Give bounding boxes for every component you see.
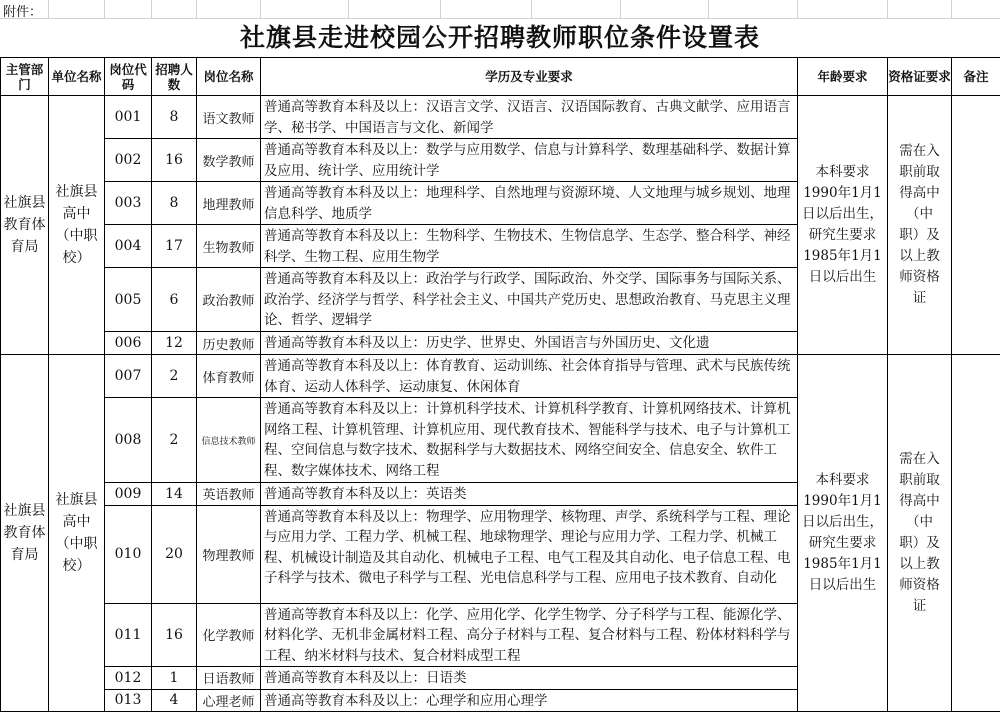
count-cell: 16	[152, 603, 197, 667]
position-cell: 数学教师	[197, 139, 261, 182]
position-cell: 地理教师	[197, 182, 261, 225]
code-cell: 002	[105, 139, 152, 182]
position-cell: 化学教师	[197, 603, 261, 667]
header-unit: 单位名称	[49, 58, 105, 96]
count-cell: 4	[152, 689, 197, 712]
age-cell: 本科要求1990年1月1日以后出生，研究生要求1985年1月1日以后出生	[798, 96, 888, 355]
requirement-cell: 普通高等教育本科及以上：体育教育、运动训练、社会体育指导与管理、武术与民族传统体育、运动人体科学、运动康复、休闲体育	[261, 355, 798, 398]
count-cell: 2	[152, 355, 197, 398]
cert-cell: 需在入职前取得高中（中职）及以上教师资格证	[888, 355, 952, 712]
code-cell: 005	[105, 268, 152, 332]
count-cell: 6	[152, 268, 197, 332]
count-cell: 8	[152, 96, 197, 139]
code-cell: 009	[105, 483, 152, 506]
count-cell: 20	[152, 505, 197, 603]
header-dept: 主管部门	[1, 58, 49, 96]
requirement-cell: 普通高等教育本科及以上：汉语言文学、汉语言、汉语国际教育、古典文献学、应用语言学、秘书学、中国语言与文化、新闻学	[261, 96, 798, 139]
header-count: 招聘人数	[152, 58, 197, 96]
header-note: 备注	[952, 58, 1000, 96]
code-cell: 008	[105, 398, 152, 483]
position-cell: 心理老师	[197, 689, 261, 712]
requirement-cell: 普通高等教育本科及以上：心理学和应用心理学	[261, 689, 798, 712]
position-table	[0, 57, 1000, 712]
count-cell: 8	[152, 182, 197, 225]
requirement-cell: 普通高等教育本科及以上：历史学、世界史、外国语言与外国历史、文化遗	[261, 332, 798, 355]
requirement-cell: 普通高等教育本科及以上：英语类	[261, 483, 798, 506]
page-title: 社旗县走进校园公开招聘教师职位条件设置表	[239, 23, 760, 52]
requirement-cell: 普通高等教育本科及以上：日语类	[261, 667, 798, 690]
table-row	[1, 355, 1000, 398]
position-cell: 信息技术教师	[197, 398, 261, 483]
count-cell: 16	[152, 139, 197, 182]
unit-cell: 社旗县高中（中职校）	[49, 96, 105, 355]
requirement-cell: 普通高等教育本科及以上：计算机科学技术、计算机科学教育、计算机网络技术、计算机网络工程、计算机管理、计算机应用、现代教育技术、智能科学与技术、电子与计算机工程、空间信息与数字技术、数据科学与大数据技术、网络空间安全、信息安全、软件工程、数字媒体技术、网络工程	[261, 398, 798, 483]
count-cell: 17	[152, 225, 197, 268]
header-age: 年龄要求	[798, 58, 888, 96]
position-cell: 日语教师	[197, 667, 261, 690]
count-cell: 1	[152, 667, 197, 690]
requirement-cell: 普通高等教育本科及以上：生物科学、生物技术、生物信息学、生态学、整合科学、神经科学、生物工程、应用生物学	[261, 225, 798, 268]
header-requirements: 学历及专业要求	[261, 58, 798, 96]
position-cell: 体育教师	[197, 355, 261, 398]
position-cell: 历史教师	[197, 332, 261, 355]
code-cell: 006	[105, 332, 152, 355]
count-cell: 12	[152, 332, 197, 355]
code-cell: 010	[105, 505, 152, 603]
header-code: 岗位代码	[105, 58, 152, 96]
position-cell: 政治教师	[197, 268, 261, 332]
requirement-cell: 普通高等教育本科及以上：地理科学、自然地理与资源环境、人文地理与城乡规划、地理信息科学、地质学	[261, 182, 798, 225]
header-position: 岗位名称	[197, 58, 261, 96]
count-cell: 2	[152, 398, 197, 483]
table-row	[1, 96, 1000, 139]
position-cell: 语文教师	[197, 96, 261, 139]
count-cell: 14	[152, 483, 197, 506]
code-cell: 003	[105, 182, 152, 225]
header-cert: 资格证要求	[888, 58, 952, 96]
code-cell: 013	[105, 689, 152, 712]
position-cell: 生物教师	[197, 225, 261, 268]
attachment-label: 附件：	[3, 5, 43, 20]
requirement-cell: 普通高等教育本科及以上：政治学与行政学、国际政治、外交学、国际事务与国际关系、政治学、经济学与哲学、科学社会主义、中国共产党历史、思想政治教育、马克思主义理论、哲学、逻辑学	[261, 268, 798, 332]
code-cell: 007	[105, 355, 152, 398]
note-cell	[952, 96, 1000, 355]
dept-cell: 社旗县教育体育局	[1, 355, 49, 712]
age-cell: 本科要求1990年1月1日以后出生，研究生要求1985年1月1日以后出生	[798, 355, 888, 712]
dept-cell: 社旗县教育体育局	[1, 96, 49, 355]
header-row	[1, 58, 1000, 96]
requirement-cell: 普通高等教育本科及以上：数学与应用数学、信息与计算科学、数理基础科学、数据计算及应用、统计学、应用统计学	[261, 139, 798, 182]
cert-cell: 需在入职前取得高中（中职）及以上教师资格证	[888, 96, 952, 355]
position-cell: 英语教师	[197, 483, 261, 506]
requirement-cell: 普通高等教育本科及以上：物理学、应用物理学、核物理、声学、系统科学与工程、理论与应用力学、工程力学、机械工程、地球物理学、理论与应用力学、工程力学、机械工程、机械设计制造及其自动化、机械电子工程、电气工程及其自动化、电子信息工程、电子科学与技术、微电子科学与工程、光电信息科学与工程、应用电子技术教育、自动化	[261, 505, 798, 603]
position-cell: 物理教师	[197, 505, 261, 603]
code-cell: 001	[105, 96, 152, 139]
code-cell: 011	[105, 603, 152, 667]
code-cell: 004	[105, 225, 152, 268]
requirement-cell: 普通高等教育本科及以上：化学、应用化学、化学生物学、分子科学与工程、能源化学、材料化学、无机非金属材料工程、高分子材料与工程、复合材料与工程、粉体材料科学与工程、纳米材料与技术、复合材料成型工程	[261, 603, 798, 667]
code-cell: 012	[105, 667, 152, 690]
note-cell	[952, 355, 1000, 712]
spreadsheet-top-row	[0, 0, 1000, 19]
unit-cell: 社旗县高中（中职校）	[49, 355, 105, 712]
